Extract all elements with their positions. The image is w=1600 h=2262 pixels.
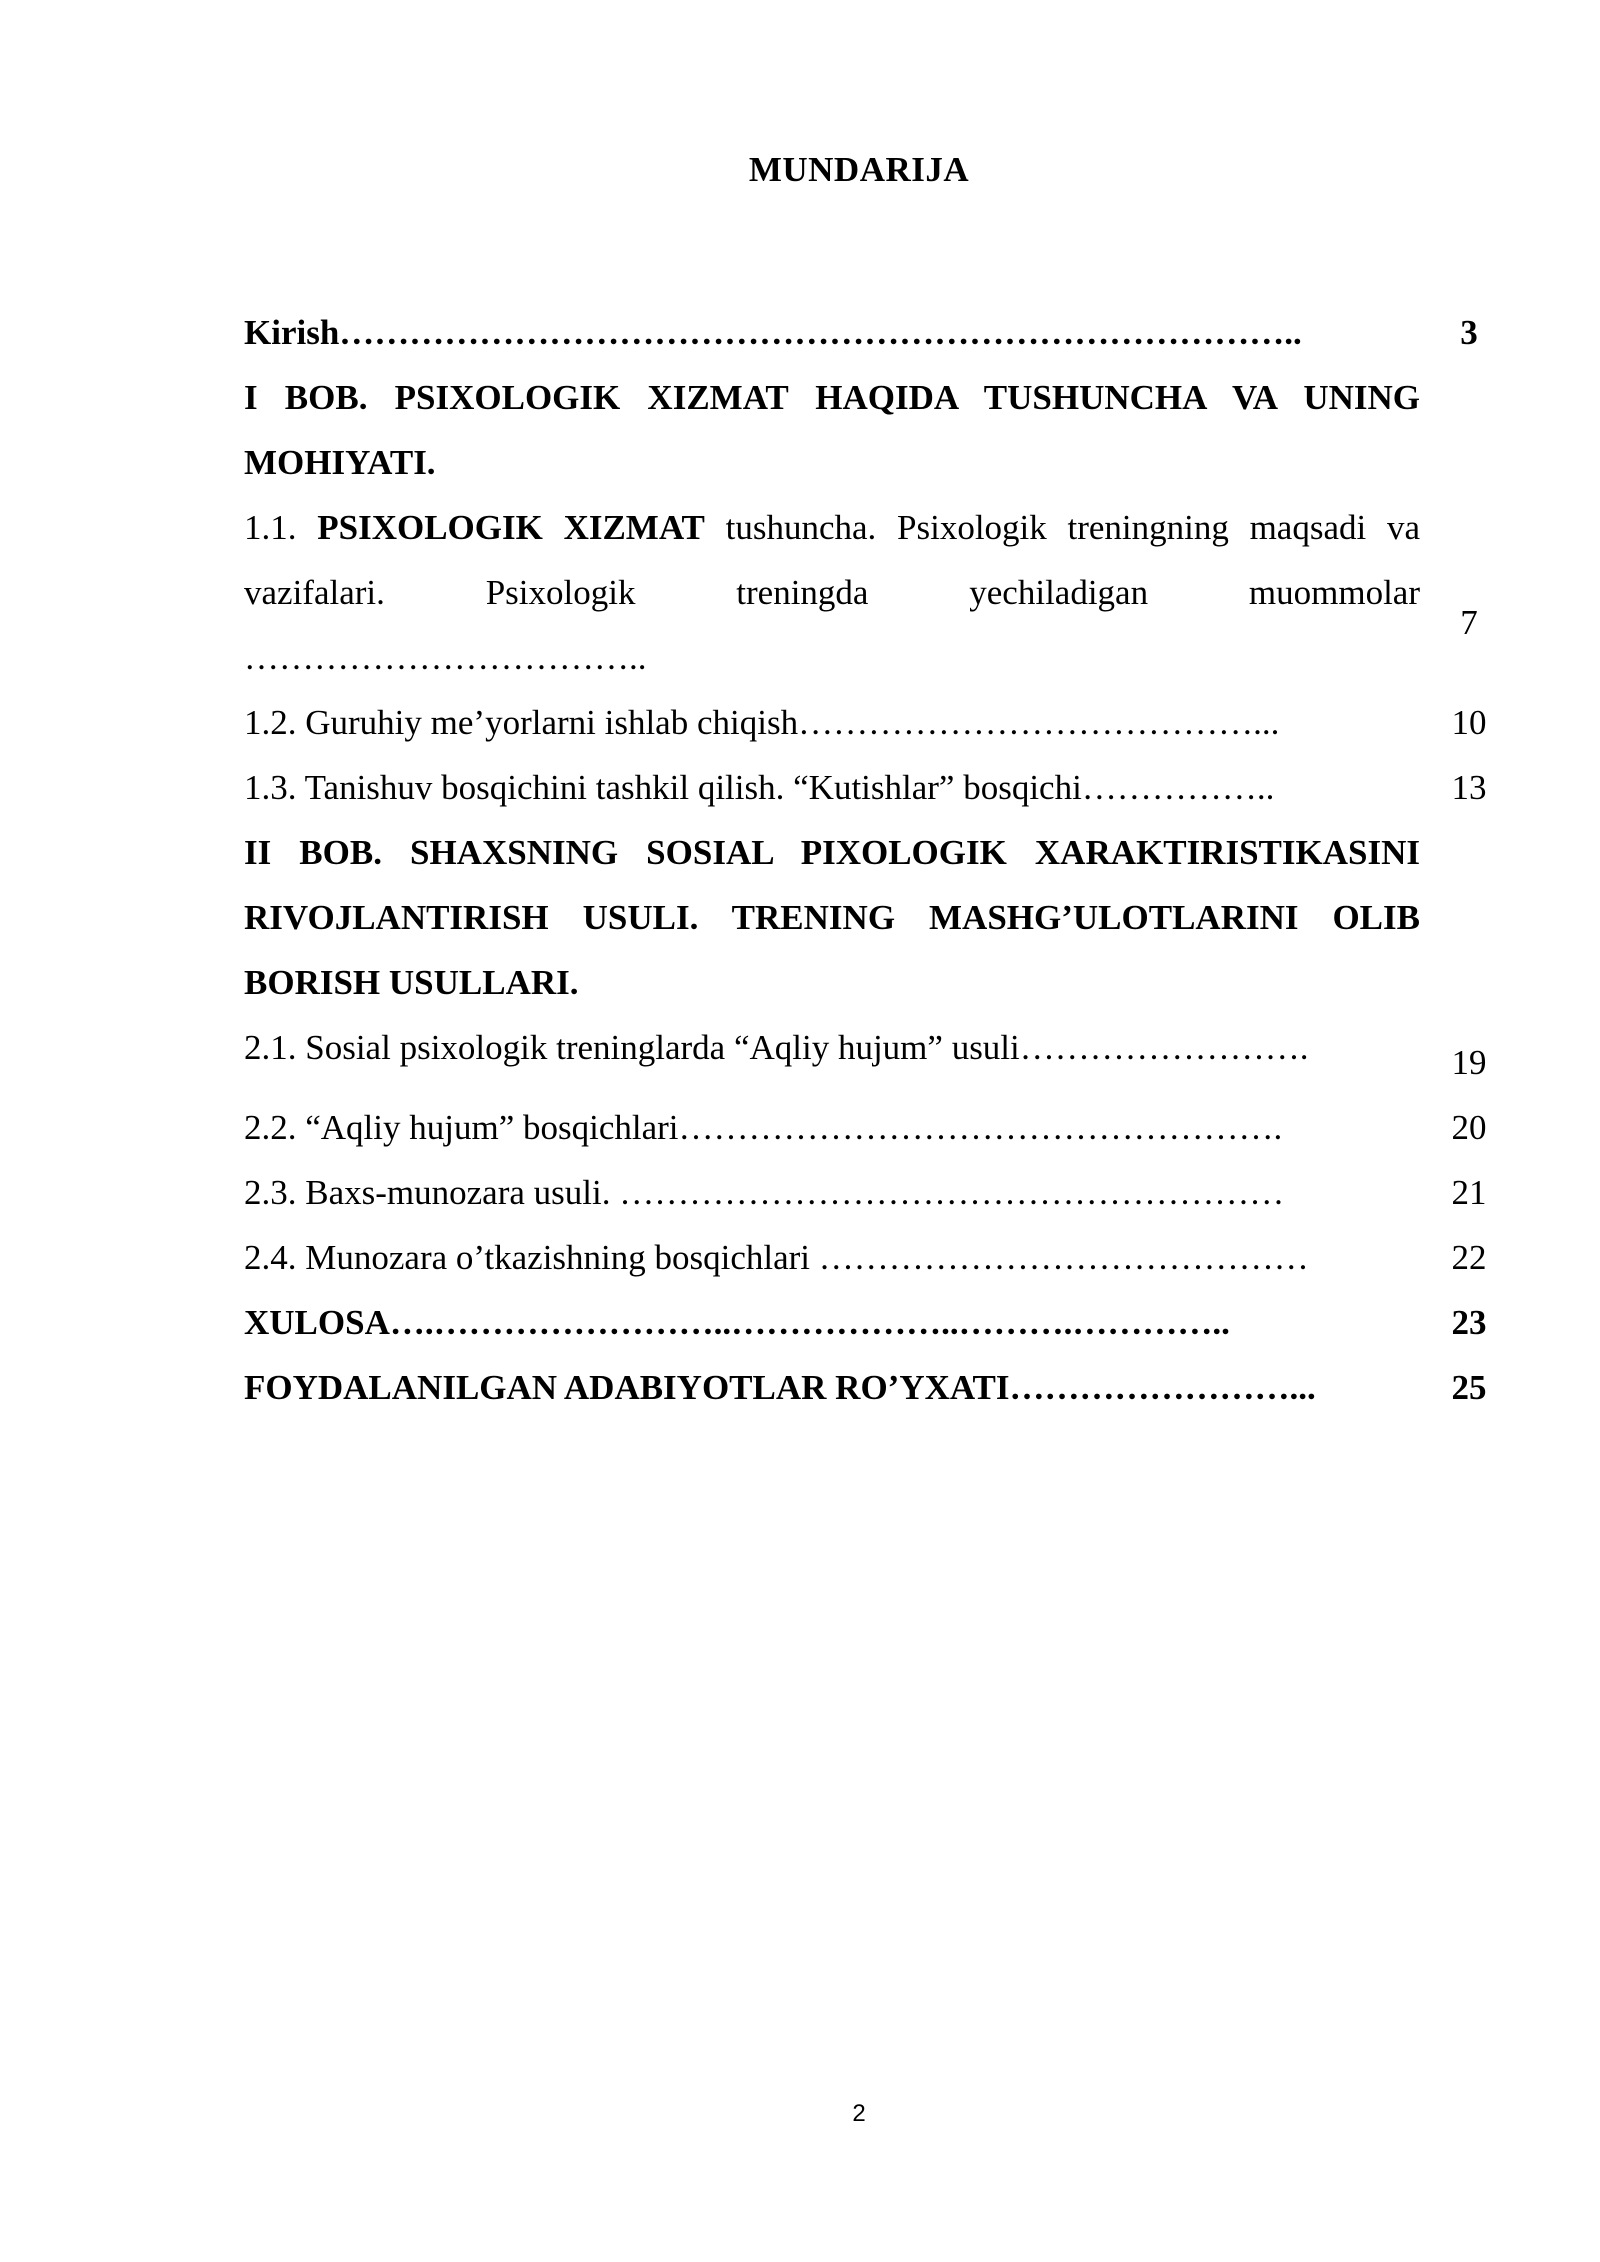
toc-chapter-heading-1: I BOB. PSIXOLOGIK XIZMAT HAQIDA TUSHUNCHA VA UNING MOHIYATI. [244, 378, 1420, 482]
toc-entry-page: 19 [1451, 1043, 1487, 1082]
toc-entry-text: 2.1. Sosial psixologik treninglarda “Aqliy hujum” usuli……………………. [244, 1028, 1309, 1067]
toc-entry-text: 2.3. Baxs-munozara usuli. ………………………………………………… [244, 1173, 1285, 1212]
toc-entry-rest: tushuncha. Psixologik treningning maqsadi va vazifalari. Psixologik treningda yechiladigan muommolar …………………………….. [244, 508, 1420, 677]
toc-entry-page: 23 [1451, 1303, 1487, 1342]
toc-entry-page: 25 [1451, 1368, 1487, 1407]
toc-entry-2-4 [244, 1225, 1504, 1290]
toc-entry-1-3 [244, 755, 1504, 820]
toc-entry-page: 3 [1460, 313, 1478, 352]
toc-entry-2-2 [244, 1095, 1504, 1160]
toc-chapter-heading-2: II BOB. SHAXSNING SOSIAL PIXOLOGIK XARAKTIRISTIKASINI RIVOJLANTIRISH USULI. TRENING MASHG’ULOTLARINI OLIB BORISH USULLARI. [244, 833, 1420, 1002]
toc-entry-prefix: 1.1. [244, 508, 318, 547]
toc-entry-bold-part: PSIXOLOGIK XIZMAT [317, 508, 705, 547]
toc-entry-text: FOYDALANILGAN ADABIYOTLAR RO’YXATI……………………... [244, 1368, 1316, 1407]
toc-entry-text: 2.2. “Aqliy hujum” bosqichlari……………………………………………. [244, 1108, 1283, 1147]
toc-entry-text: 2.4. Munozara o’tkazishning bosqichlari …………………………………… [244, 1238, 1309, 1277]
toc-entry-page: 20 [1451, 1108, 1487, 1147]
toc-entry-page: 10 [1451, 703, 1487, 742]
toc-entry-references [244, 1355, 1504, 1420]
toc-entry-2-1 [244, 1015, 1504, 1095]
toc-entry-text: Kirish……………………………………………………………………….. [244, 313, 1302, 352]
table-of-contents [244, 300, 1504, 1420]
toc-entry-text: 1.2. Guruhiy me’yorlarni ishlab chiqish…………………………………... [244, 703, 1280, 742]
toc-entry-page: 21 [1451, 1173, 1487, 1212]
toc-entry-2-3 [244, 1160, 1504, 1225]
toc-entry-1-1 [244, 495, 1504, 690]
toc-entry-text: 1.3. Tanishuv bosqichini tashkil qilish. “Kutishlar” bosqichi…………….. [244, 768, 1275, 807]
page-title: MUNDARIJA [748, 150, 970, 189]
toc-entry-xulosa [244, 1290, 1504, 1355]
toc-entry-1-2 [244, 690, 1504, 755]
toc-entry-page: 7 [1460, 603, 1478, 642]
toc-entry-text [244, 495, 1420, 690]
toc-entry-page: 22 [1451, 1238, 1487, 1277]
toc-entry-text: XULOSA….……………………..………………..……….………….. [244, 1303, 1230, 1342]
toc-entry-page: 13 [1451, 768, 1487, 807]
page-number: 2 [852, 2100, 866, 2127]
toc-entry-kirish [244, 300, 1504, 365]
